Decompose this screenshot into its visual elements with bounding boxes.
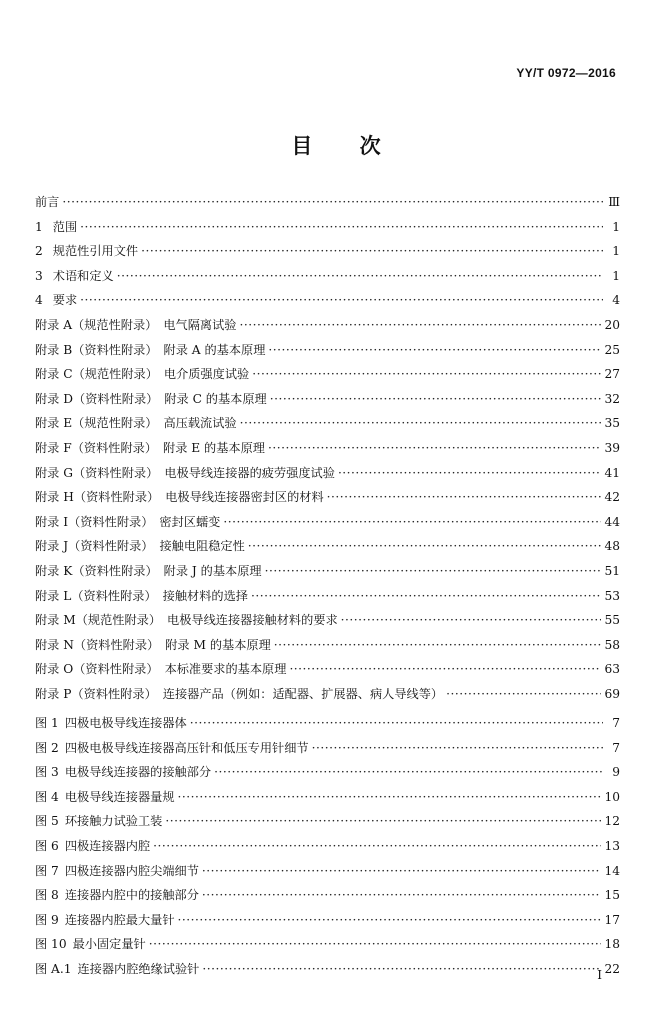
entry-label: [35, 859, 199, 884]
entry-title: 四极电极导线连接器体: [64, 716, 187, 730]
dot-leader: [251, 584, 602, 609]
toc-entry[interactable]: [35, 584, 620, 609]
entry-page-number: 48: [604, 539, 620, 554]
toc-entry[interactable]: [35, 387, 620, 412]
entry-label-text: 图 1: [35, 716, 59, 730]
toc-entry[interactable]: [35, 264, 620, 289]
entry-number: 1: [35, 219, 43, 234]
figure-entry[interactable]: [35, 834, 620, 859]
entry-page-number: 41: [604, 465, 620, 480]
entry-label-text: 附录 O（资料性附录）: [35, 662, 159, 677]
entry-label: [35, 785, 175, 810]
dot-leader: [202, 957, 601, 982]
entry-label-text: 附录 K（资料性附录）: [35, 563, 158, 578]
entry-number: 2: [35, 244, 43, 259]
entry-title: 环接触力试验工装: [64, 814, 163, 829]
entry-page-number: 15: [604, 888, 620, 903]
dot-leader: [178, 908, 602, 933]
figure-entry[interactable]: [35, 859, 620, 884]
toc-entry[interactable]: [35, 362, 620, 387]
entry-page-number: 27: [604, 367, 620, 382]
entry-label: [35, 387, 267, 412]
dot-leader: [223, 510, 601, 535]
page-title: [0, 130, 672, 160]
toc-entry[interactable]: [35, 288, 620, 313]
toc-entry[interactable]: [35, 338, 620, 363]
entry-title: 附录 E 的基本原理: [163, 440, 265, 455]
toc-entry[interactable]: [35, 461, 620, 486]
entry-page-number: 18: [604, 937, 620, 952]
entry-label: [35, 215, 77, 240]
entry-label-text: 附录 F（资料性附录）: [35, 440, 158, 455]
dot-leader: [80, 215, 603, 240]
entry-label-text: 术语和定义: [52, 268, 114, 283]
dot-leader: [202, 883, 602, 908]
standard-number: YY/T 0972—2016: [516, 66, 616, 80]
entry-page-number: 12: [604, 814, 620, 829]
toc-entry[interactable]: [35, 436, 620, 461]
entry-label: [35, 883, 199, 908]
entry-label-text: 附录 J（资料性附录）: [35, 539, 154, 554]
entry-title: 连接器内腔最大量针: [64, 912, 175, 927]
dot-leader: [240, 411, 602, 436]
entry-label-text: 附录 A（规范性附录）: [35, 317, 158, 332]
entry-label-text: 附录 D（资料性附录）: [35, 391, 159, 406]
toc-entry[interactable]: [35, 239, 620, 264]
entry-title: 电极导线连接器接触材料的要求: [167, 613, 338, 628]
entry-page-number: 53: [604, 588, 620, 603]
entry-label-text: 要求: [52, 293, 78, 308]
entry-label: [35, 682, 443, 707]
entry-label-text: 图 7: [35, 863, 59, 878]
entry-title: 附录 C 的基本原理: [164, 391, 267, 406]
dot-leader: [252, 362, 601, 387]
entry-label-text: 图 6: [35, 838, 59, 853]
list-of-figures: [35, 711, 620, 982]
entry-title: 四极连接器内腔尖端细节: [64, 863, 199, 878]
entry-page-number: 44: [604, 514, 620, 529]
entry-page-number: 14: [604, 863, 620, 878]
entry-page-number: 32: [604, 391, 620, 406]
figure-entry[interactable]: [35, 760, 620, 785]
entry-page-number: Ⅲ: [608, 195, 620, 209]
entry-label: [35, 711, 187, 736]
entry-label-text: 附录 I（资料性附录）: [35, 514, 154, 529]
entry-label: [35, 834, 150, 859]
entry-label: [35, 760, 211, 785]
entry-label: [35, 809, 162, 834]
entry-title: 电极导线连接器的接触部分: [64, 765, 212, 780]
dot-leader: [270, 387, 602, 412]
entry-title: 四极电极导线连接器高压针和低压专用针细节: [64, 740, 309, 755]
entry-label-text: 附录 B（资料性附录）: [35, 342, 158, 357]
entry-title: 附录 A 的基本原理: [163, 342, 266, 357]
dot-leader: [265, 559, 602, 584]
entry-page-number: 13: [604, 838, 620, 853]
entry-label: [35, 362, 249, 387]
entry-label: [35, 461, 335, 486]
dot-leader: [165, 809, 601, 834]
figure-entry[interactable]: [35, 809, 620, 834]
toc-entry[interactable]: [35, 682, 620, 707]
entry-label: [35, 485, 324, 510]
entry-label-text: 附录 H（资料性附录）: [35, 490, 160, 505]
dot-leader: [178, 785, 602, 810]
dot-leader: [312, 736, 603, 761]
table-of-contents: [35, 190, 620, 706]
entry-label: [35, 436, 265, 461]
entry-title: 接触材料的选择: [162, 588, 248, 603]
entry-title: 本标准要求的基本原理: [164, 662, 287, 677]
entry-label: [35, 411, 237, 436]
entry-label-text: 图 A.1: [35, 961, 72, 976]
figure-entry[interactable]: [35, 736, 620, 761]
dot-leader: [327, 485, 602, 510]
entry-label: [35, 957, 199, 982]
entry-title: 电极导线连接器密封区的材料: [165, 490, 324, 505]
entry-title: 四极连接器内腔: [64, 838, 151, 853]
dot-leader: [446, 682, 601, 707]
entry-label: [35, 534, 245, 559]
figure-entry[interactable]: [35, 711, 620, 736]
entry-label: [35, 584, 248, 609]
figure-entry[interactable]: [35, 883, 620, 908]
toc-entry[interactable]: [35, 608, 620, 633]
toc-entry[interactable]: [35, 657, 620, 682]
entry-page-number: 63: [604, 662, 620, 677]
dot-leader: [341, 608, 602, 633]
entry-label-text: 附录 M（规范性附录）: [35, 613, 162, 628]
entry-label-text: 附录 L（资料性附录）: [35, 588, 157, 603]
toc-entry[interactable]: [35, 534, 620, 559]
entry-page-number: 42: [604, 490, 620, 505]
dot-leader: [117, 264, 603, 289]
entry-title: 附录 J 的基本原理: [163, 563, 262, 578]
entry-label: [35, 657, 286, 682]
entry-label: [35, 608, 338, 633]
entry-label: [35, 264, 114, 289]
entry-label-text: 图 5: [35, 814, 59, 829]
entry-title: 附录 M 的基本原理: [165, 637, 271, 652]
entry-label-text: 图 2: [35, 740, 59, 755]
entry-label-text: 附录 P（资料性附录）: [35, 686, 157, 701]
toc-entry[interactable]: [35, 313, 620, 338]
entry-title: 连接器内腔中的接触部分: [64, 888, 199, 903]
title-part-2: 次: [359, 134, 381, 158]
dot-leader: [240, 313, 602, 338]
entry-label: [35, 932, 146, 957]
dot-leader: [62, 190, 603, 215]
toc-entry[interactable]: [35, 559, 620, 584]
dot-leader: [248, 534, 602, 559]
entry-page-number: 1: [612, 219, 620, 234]
entry-label: [35, 736, 309, 761]
entry-number: 3: [35, 268, 43, 283]
entry-label: [35, 559, 262, 584]
entry-title: 密封区蠕变: [159, 514, 221, 529]
title-part-1: 目: [291, 134, 313, 158]
entry-page-number: 58: [604, 637, 620, 652]
entry-label-text: 附录 C（规范性附录）: [35, 367, 158, 382]
entry-page-number: 69: [604, 686, 620, 701]
entry-title: 连接器产品（例如：适配器、扩展器、病人导线等）: [162, 686, 444, 701]
entry-label: [35, 633, 271, 658]
dot-leader: [190, 711, 603, 736]
entry-label: [35, 288, 77, 313]
entry-label-text: 前言: [35, 195, 60, 209]
dot-leader: [268, 338, 601, 363]
figure-entry[interactable]: [35, 932, 620, 957]
entry-title: 电气隔离试验: [163, 317, 237, 332]
entry-label: [35, 190, 59, 215]
dot-leader: [268, 436, 601, 461]
entry-page-number: 17: [604, 912, 620, 927]
entry-label-text: 图 9: [35, 912, 59, 927]
entry-title: 连接器内腔绝缘试验针: [77, 961, 200, 976]
figure-entry[interactable]: [35, 785, 620, 810]
entry-label-text: 附录 E（规范性附录）: [35, 416, 158, 431]
entry-page-number: 9: [612, 765, 620, 780]
entry-page-number: 35: [604, 416, 620, 431]
dot-leader: [274, 633, 602, 658]
toc-entry[interactable]: [35, 215, 620, 240]
dot-leader: [202, 859, 602, 884]
toc-entry[interactable]: [35, 510, 620, 535]
entry-page-number: 25: [604, 342, 620, 357]
entry-page-number: 7: [612, 716, 620, 730]
dot-leader: [149, 932, 602, 957]
entry-page-number: 1: [612, 244, 620, 259]
page-number: I: [597, 968, 602, 982]
figure-entry[interactable]: [35, 908, 620, 933]
entry-label-text: 图 3: [35, 765, 59, 780]
entry-page-number: 7: [612, 740, 620, 755]
entry-page-number: 51: [604, 563, 620, 578]
entry-title: 高压载流试验: [163, 416, 237, 431]
dot-leader: [141, 239, 603, 264]
entry-label: [35, 338, 265, 363]
dot-leader: [214, 760, 603, 785]
entry-page-number: 4: [612, 293, 620, 308]
dot-leader: [80, 288, 603, 313]
entry-page-number: 55: [604, 613, 620, 628]
dot-leader: [289, 657, 601, 682]
entry-label-text: 图 10: [35, 937, 67, 952]
toc-entry[interactable]: [35, 190, 620, 215]
toc-entry[interactable]: [35, 411, 620, 436]
entry-label: [35, 908, 175, 933]
entry-page-number: 1: [612, 268, 620, 283]
entry-label: [35, 239, 138, 264]
entry-label-text: 附录 G（资料性附录）: [35, 465, 159, 480]
entry-title: 电极导线连接器量规: [64, 789, 175, 804]
dot-leader: [338, 461, 602, 486]
figure-entry[interactable]: [35, 957, 620, 982]
entry-label: [35, 313, 237, 338]
entry-page-number: 10: [604, 789, 620, 804]
dot-leader: [153, 834, 601, 859]
entry-title: 最小固定量针: [72, 937, 146, 952]
toc-entry[interactable]: [35, 485, 620, 510]
entry-title: 电介质强度试验: [163, 367, 250, 382]
entry-label-text: 规范性引用文件: [52, 244, 139, 259]
entry-page-number: 20: [604, 317, 620, 332]
entry-page-number: 39: [604, 440, 620, 455]
entry-label-text: 图 4: [35, 789, 59, 804]
entry-label: [35, 510, 220, 535]
toc-entry[interactable]: [35, 633, 620, 658]
entry-number: 4: [35, 293, 43, 308]
entry-label-text: 附录 N（资料性附录）: [35, 637, 160, 652]
entry-title: 接触电阻稳定性: [159, 539, 245, 554]
entry-page-number: 22: [604, 961, 620, 976]
entry-label-text: 范围: [52, 219, 78, 234]
entry-title: 电极导线连接器的疲劳强度试验: [164, 465, 335, 480]
entry-label-text: 图 8: [35, 888, 59, 903]
